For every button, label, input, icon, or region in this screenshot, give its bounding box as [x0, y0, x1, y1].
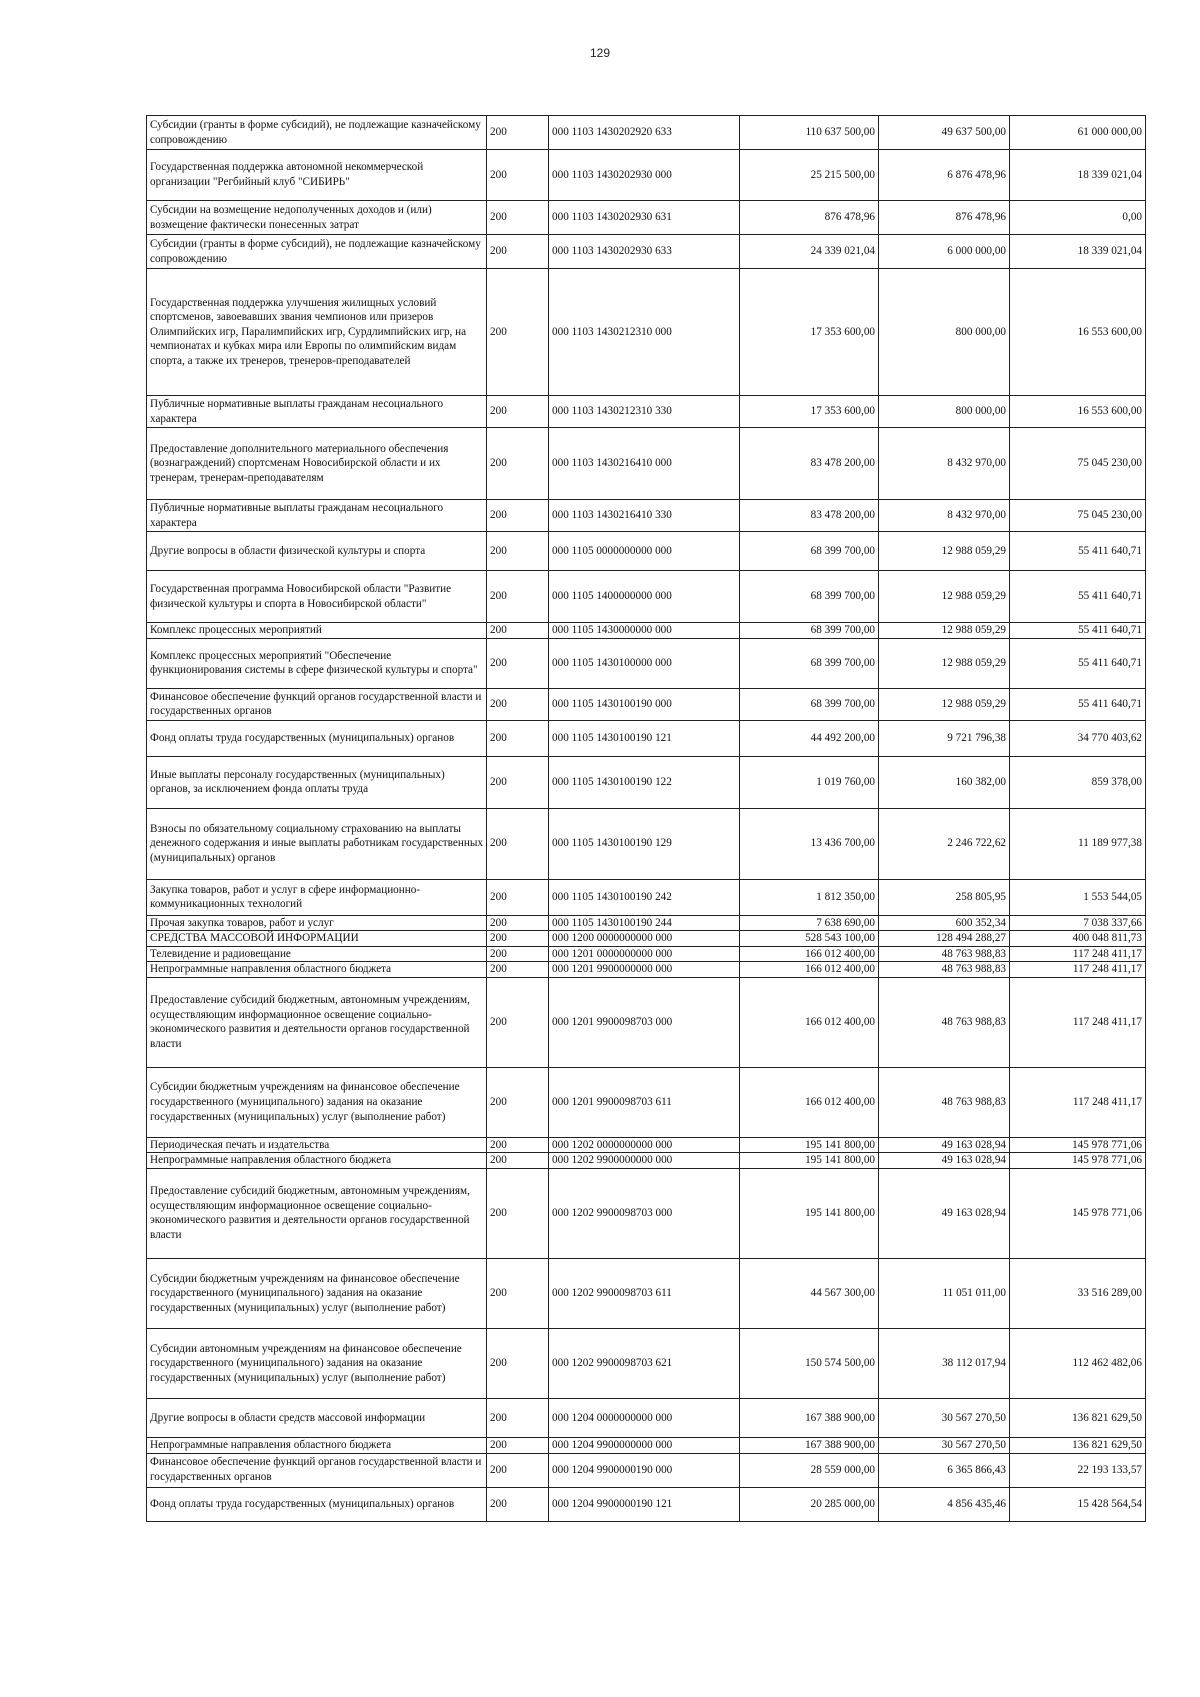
cell-executed-amount: 876 478,96: [879, 201, 1010, 235]
cell-classification-code: 000 1103 1430216410 330: [549, 500, 740, 532]
cell-admin-code: 200: [487, 638, 549, 688]
cell-admin-code: 200: [487, 235, 549, 269]
cell-executed-amount: 9 721 796,38: [879, 720, 1010, 756]
cell-executed-amount: 12 988 059,29: [879, 638, 1010, 688]
cell-remaining-amount: 34 770 403,62: [1010, 720, 1146, 756]
cell-classification-code: 000 1105 1430100190 000: [549, 688, 740, 720]
cell-remaining-amount: 117 248 411,17: [1010, 962, 1146, 978]
cell-plan-amount: 83 478 200,00: [740, 428, 879, 500]
cell-executed-amount: 8 432 970,00: [879, 428, 1010, 500]
cell-admin-code: 200: [487, 500, 549, 532]
cell-remaining-amount: 55 411 640,71: [1010, 638, 1146, 688]
table-row: [147, 396, 1146, 428]
table-row: [147, 500, 1146, 532]
cell-name: Публичные нормативные выплаты гражданам несоциального характера: [147, 396, 487, 428]
cell-plan-amount: 28 559 000,00: [740, 1453, 879, 1487]
cell-plan-amount: 17 353 600,00: [740, 269, 879, 396]
cell-admin-code: 200: [487, 150, 549, 201]
cell-plan-amount: 150 574 500,00: [740, 1328, 879, 1398]
cell-classification-code: 000 1105 1430100000 000: [549, 638, 740, 688]
table-row: [147, 915, 1146, 931]
cell-name: Предоставление дополнительного материального обеспечения (вознаграждений) спортсменам Новосибирской области и их тренерам, тренерам-преподавателям: [147, 428, 487, 500]
cell-executed-amount: 49 637 500,00: [879, 116, 1010, 150]
cell-remaining-amount: 7 038 337,66: [1010, 915, 1146, 931]
cell-plan-amount: 166 012 400,00: [740, 1067, 879, 1137]
cell-remaining-amount: 117 248 411,17: [1010, 977, 1146, 1067]
cell-classification-code: 000 1103 1430202930 631: [549, 201, 740, 235]
cell-plan-amount: 68 399 700,00: [740, 571, 879, 623]
table-row: [147, 571, 1146, 623]
cell-name: Финансовое обеспечение функций органов государственной власти и государственных органов: [147, 688, 487, 720]
cell-name: Закупка товаров, работ и услуг в сфере информационно-коммуникационных технологий: [147, 879, 487, 915]
cell-admin-code: 200: [487, 1487, 549, 1521]
cell-executed-amount: 48 763 988,83: [879, 946, 1010, 962]
cell-remaining-amount: 859 378,00: [1010, 756, 1146, 808]
cell-remaining-amount: 75 045 230,00: [1010, 500, 1146, 532]
cell-plan-amount: 166 012 400,00: [740, 962, 879, 978]
cell-name: Субсидии (гранты в форме субсидий), не подлежащие казначейскому сопровождению: [147, 116, 487, 150]
budget-execution-table: [146, 115, 1146, 1522]
cell-executed-amount: 30 567 270,50: [879, 1437, 1010, 1453]
cell-remaining-amount: 55 411 640,71: [1010, 623, 1146, 639]
cell-executed-amount: 48 763 988,83: [879, 962, 1010, 978]
cell-name: Публичные нормативные выплаты гражданам несоциального характера: [147, 500, 487, 532]
cell-admin-code: 200: [487, 1437, 549, 1453]
cell-name: Непрограммные направления областного бюджета: [147, 1437, 487, 1453]
cell-admin-code: 200: [487, 571, 549, 623]
cell-name: Иные выплаты персоналу государственных (муниципальных) органов, за исключением фонда оплаты труда: [147, 756, 487, 808]
cell-plan-amount: 17 353 600,00: [740, 396, 879, 428]
cell-admin-code: 200: [487, 396, 549, 428]
cell-executed-amount: 160 382,00: [879, 756, 1010, 808]
cell-remaining-amount: 117 248 411,17: [1010, 1067, 1146, 1137]
table-row: [147, 638, 1146, 688]
cell-plan-amount: 13 436 700,00: [740, 808, 879, 879]
cell-plan-amount: 7 638 690,00: [740, 915, 879, 931]
cell-executed-amount: 48 763 988,83: [879, 1067, 1010, 1137]
cell-admin-code: 200: [487, 720, 549, 756]
cell-name: Телевидение и радиовещание: [147, 946, 487, 962]
cell-remaining-amount: 61 000 000,00: [1010, 116, 1146, 150]
cell-admin-code: 200: [487, 1153, 549, 1169]
cell-executed-amount: 800 000,00: [879, 269, 1010, 396]
cell-plan-amount: 1 019 760,00: [740, 756, 879, 808]
cell-classification-code: 000 1105 0000000000 000: [549, 532, 740, 571]
table-row: [147, 1398, 1146, 1437]
table-row: [147, 532, 1146, 571]
cell-executed-amount: 12 988 059,29: [879, 571, 1010, 623]
cell-admin-code: 200: [487, 879, 549, 915]
cell-name: Комплекс процессных мероприятий: [147, 623, 487, 639]
cell-remaining-amount: 55 411 640,71: [1010, 532, 1146, 571]
cell-classification-code: 000 1201 9900000000 000: [549, 962, 740, 978]
cell-classification-code: 000 1105 1430100190 121: [549, 720, 740, 756]
cell-name: СРЕДСТВА МАССОВОЙ ИНФОРМАЦИИ: [147, 931, 487, 947]
cell-admin-code: 200: [487, 1328, 549, 1398]
cell-admin-code: 200: [487, 269, 549, 396]
cell-remaining-amount: 75 045 230,00: [1010, 428, 1146, 500]
table-row: [147, 1168, 1146, 1258]
cell-plan-amount: 195 141 800,00: [740, 1168, 879, 1258]
cell-classification-code: 000 1202 9900098703 000: [549, 1168, 740, 1258]
cell-classification-code: 000 1103 1430212310 000: [549, 269, 740, 396]
cell-admin-code: 200: [487, 116, 549, 150]
cell-name: Взносы по обязательному социальному страхованию на выплаты денежного содержания и иные выплаты работникам государственных (муниципальных) органов: [147, 808, 487, 879]
cell-classification-code: 000 1204 0000000000 000: [549, 1398, 740, 1437]
page-number: 129: [589, 46, 611, 60]
cell-classification-code: 000 1202 9900098703 611: [549, 1258, 740, 1328]
cell-name: Комплекс процессных мероприятий "Обеспечение функционирования системы в сфере физической культуры и спорта": [147, 638, 487, 688]
table-row: [147, 116, 1146, 150]
table-row: [147, 1487, 1146, 1521]
cell-plan-amount: 167 388 900,00: [740, 1398, 879, 1437]
cell-remaining-amount: 145 978 771,06: [1010, 1137, 1146, 1153]
cell-name: Субсидии (гранты в форме субсидий), не подлежащие казначейскому сопровождению: [147, 235, 487, 269]
table-row: [147, 977, 1146, 1067]
cell-remaining-amount: 22 193 133,57: [1010, 1453, 1146, 1487]
cell-remaining-amount: 55 411 640,71: [1010, 571, 1146, 623]
cell-remaining-amount: 117 248 411,17: [1010, 946, 1146, 962]
table-row: [147, 1328, 1146, 1398]
cell-remaining-amount: 33 516 289,00: [1010, 1258, 1146, 1328]
cell-executed-amount: 12 988 059,29: [879, 623, 1010, 639]
cell-classification-code: 000 1201 0000000000 000: [549, 946, 740, 962]
cell-remaining-amount: 112 462 482,06: [1010, 1328, 1146, 1398]
cell-name: Другие вопросы в области физической культуры и спорта: [147, 532, 487, 571]
cell-executed-amount: 38 112 017,94: [879, 1328, 1010, 1398]
cell-classification-code: 000 1202 9900000000 000: [549, 1153, 740, 1169]
cell-admin-code: 200: [487, 1258, 549, 1328]
table-row: [147, 1067, 1146, 1137]
cell-name: Государственная поддержка автономной некоммерческой организации "Регбийный клуб "СИБИРЬ": [147, 150, 487, 201]
cell-classification-code: 000 1103 1430202930 633: [549, 235, 740, 269]
cell-remaining-amount: 11 189 977,38: [1010, 808, 1146, 879]
cell-executed-amount: 600 352,34: [879, 915, 1010, 931]
cell-name: Финансовое обеспечение функций органов государственной власти и государственных органов: [147, 1453, 487, 1487]
cell-admin-code: 200: [487, 756, 549, 808]
cell-admin-code: 200: [487, 808, 549, 879]
cell-name: Предоставление субсидий бюджетным, автономным учреждениям, осуществляющим информационное освещение социально-экономического развития и деятельности органов государственной власти: [147, 977, 487, 1067]
cell-name: Фонд оплаты труда государственных (муниципальных) органов: [147, 720, 487, 756]
cell-classification-code: 000 1204 9900000000 000: [549, 1437, 740, 1453]
cell-admin-code: 200: [487, 977, 549, 1067]
cell-classification-code: 000 1201 9900098703 000: [549, 977, 740, 1067]
cell-executed-amount: 128 494 288,27: [879, 931, 1010, 947]
cell-executed-amount: 2 246 722,62: [879, 808, 1010, 879]
cell-remaining-amount: 145 978 771,06: [1010, 1168, 1146, 1258]
cell-name: Непрограммные направления областного бюджета: [147, 1153, 487, 1169]
cell-name: Прочая закупка товаров, работ и услуг: [147, 915, 487, 931]
cell-executed-amount: 6 000 000,00: [879, 235, 1010, 269]
table-row: [147, 1258, 1146, 1328]
cell-executed-amount: 49 163 028,94: [879, 1137, 1010, 1153]
table-body: [147, 116, 1146, 1522]
table-row: [147, 623, 1146, 639]
table-row: [147, 1137, 1146, 1153]
cell-plan-amount: 1 812 350,00: [740, 879, 879, 915]
cell-plan-amount: 167 388 900,00: [740, 1437, 879, 1453]
table-row: [147, 428, 1146, 500]
table-row: [147, 946, 1146, 962]
cell-admin-code: 200: [487, 532, 549, 571]
cell-executed-amount: 6 365 866,43: [879, 1453, 1010, 1487]
cell-classification-code: 000 1105 1430100190 244: [549, 915, 740, 931]
cell-admin-code: 200: [487, 946, 549, 962]
table-row: [147, 962, 1146, 978]
cell-plan-amount: 195 141 800,00: [740, 1153, 879, 1169]
cell-plan-amount: 528 543 100,00: [740, 931, 879, 947]
cell-classification-code: 000 1204 9900000190 121: [549, 1487, 740, 1521]
cell-executed-amount: 11 051 011,00: [879, 1258, 1010, 1328]
cell-classification-code: 000 1103 1430212310 330: [549, 396, 740, 428]
cell-remaining-amount: 0,00: [1010, 201, 1146, 235]
table-row: [147, 879, 1146, 915]
cell-executed-amount: 49 163 028,94: [879, 1153, 1010, 1169]
cell-name: Предоставление субсидий бюджетным, автономным учреждениям, осуществляющим информационное освещение социально-экономического развития и деятельности органов государственной власти: [147, 1168, 487, 1258]
cell-name: Фонд оплаты труда государственных (муниципальных) органов: [147, 1487, 487, 1521]
cell-remaining-amount: 18 339 021,04: [1010, 235, 1146, 269]
cell-admin-code: 200: [487, 962, 549, 978]
cell-plan-amount: 44 567 300,00: [740, 1258, 879, 1328]
cell-remaining-amount: 1 553 544,05: [1010, 879, 1146, 915]
cell-executed-amount: 4 856 435,46: [879, 1487, 1010, 1521]
cell-executed-amount: 30 567 270,50: [879, 1398, 1010, 1437]
cell-remaining-amount: 15 428 564,54: [1010, 1487, 1146, 1521]
cell-admin-code: 200: [487, 688, 549, 720]
table-row: [147, 235, 1146, 269]
cell-executed-amount: 8 432 970,00: [879, 500, 1010, 532]
table-row: [147, 1453, 1146, 1487]
cell-plan-amount: 166 012 400,00: [740, 977, 879, 1067]
cell-remaining-amount: 16 553 600,00: [1010, 269, 1146, 396]
cell-name: Субсидии на возмещение недополученных доходов и (или) возмещение фактически понесенных затрат: [147, 201, 487, 235]
cell-name: Периодическая печать и издательства: [147, 1137, 487, 1153]
cell-admin-code: 200: [487, 915, 549, 931]
cell-executed-amount: 48 763 988,83: [879, 977, 1010, 1067]
cell-admin-code: 200: [487, 931, 549, 947]
cell-admin-code: 200: [487, 1398, 549, 1437]
cell-admin-code: 200: [487, 428, 549, 500]
cell-name: Субсидии бюджетным учреждениям на финансовое обеспечение государственного (муниципального) задания на оказание государственных (муниципальных) услуг (выполнение работ): [147, 1067, 487, 1137]
cell-executed-amount: 12 988 059,29: [879, 688, 1010, 720]
cell-classification-code: 000 1202 0000000000 000: [549, 1137, 740, 1153]
cell-admin-code: 200: [487, 1137, 549, 1153]
cell-plan-amount: 24 339 021,04: [740, 235, 879, 269]
cell-classification-code: 000 1201 9900098703 611: [549, 1067, 740, 1137]
cell-classification-code: 000 1103 1430202920 633: [549, 116, 740, 150]
cell-classification-code: 000 1103 1430202930 000: [549, 150, 740, 201]
cell-name: Субсидии бюджетным учреждениям на финансовое обеспечение государственного (муниципального) задания на оказание государственных (муниципальных) услуг (выполнение работ): [147, 1258, 487, 1328]
cell-classification-code: 000 1105 1430100190 122: [549, 756, 740, 808]
cell-admin-code: 200: [487, 1453, 549, 1487]
table-row: [147, 1437, 1146, 1453]
cell-plan-amount: 876 478,96: [740, 201, 879, 235]
table-row: [147, 688, 1146, 720]
cell-executed-amount: 258 805,95: [879, 879, 1010, 915]
table-row: [147, 150, 1146, 201]
cell-plan-amount: 83 478 200,00: [740, 500, 879, 532]
cell-executed-amount: 800 000,00: [879, 396, 1010, 428]
table-row: [147, 756, 1146, 808]
cell-remaining-amount: 136 821 629,50: [1010, 1398, 1146, 1437]
cell-plan-amount: 68 399 700,00: [740, 623, 879, 639]
table-row: [147, 808, 1146, 879]
cell-remaining-amount: 18 339 021,04: [1010, 150, 1146, 201]
cell-plan-amount: 166 012 400,00: [740, 946, 879, 962]
cell-plan-amount: 195 141 800,00: [740, 1137, 879, 1153]
cell-name: Субсидии автономным учреждениям на финансовое обеспечение государственного (муниципального) задания на оказание государственных (муниципальных) услуг (выполнение работ): [147, 1328, 487, 1398]
cell-plan-amount: 68 399 700,00: [740, 688, 879, 720]
cell-plan-amount: 110 637 500,00: [740, 116, 879, 150]
cell-remaining-amount: 136 821 629,50: [1010, 1437, 1146, 1453]
cell-executed-amount: 6 876 478,96: [879, 150, 1010, 201]
cell-classification-code: 000 1105 1400000000 000: [549, 571, 740, 623]
cell-admin-code: 200: [487, 1168, 549, 1258]
cell-name: Непрограммные направления областного бюджета: [147, 962, 487, 978]
cell-name: Государственная поддержка улучшения жилищных условий спортсменов, завоевавших звания чемпионов или призеров Олимпийских игр, Паралимпийских игр, Сурдлимпийских игр, на чемпионатах и кубках мира или Европы по олимпийским видам спорта, а также их тренеров, тренеров-преподавателей: [147, 269, 487, 396]
cell-name: Другие вопросы в области средств массовой информации: [147, 1398, 487, 1437]
cell-classification-code: 000 1202 9900098703 621: [549, 1328, 740, 1398]
cell-remaining-amount: 145 978 771,06: [1010, 1153, 1146, 1169]
table-row: [147, 201, 1146, 235]
table-row: [147, 1153, 1146, 1169]
cell-name: Государственная программа Новосибирской области "Развитие физической культуры и спорта в Новосибирской области": [147, 571, 487, 623]
table-row: [147, 931, 1146, 947]
cell-remaining-amount: 400 048 811,73: [1010, 931, 1146, 947]
cell-plan-amount: 25 215 500,00: [740, 150, 879, 201]
cell-admin-code: 200: [487, 623, 549, 639]
cell-admin-code: 200: [487, 1067, 549, 1137]
cell-classification-code: 000 1105 1430000000 000: [549, 623, 740, 639]
cell-plan-amount: 20 285 000,00: [740, 1487, 879, 1521]
cell-remaining-amount: 16 553 600,00: [1010, 396, 1146, 428]
cell-classification-code: 000 1105 1430100190 129: [549, 808, 740, 879]
table-row: [147, 720, 1146, 756]
cell-classification-code: 000 1105 1430100190 242: [549, 879, 740, 915]
cell-classification-code: 000 1204 9900000190 000: [549, 1453, 740, 1487]
table-row: [147, 269, 1146, 396]
cell-plan-amount: 68 399 700,00: [740, 532, 879, 571]
cell-executed-amount: 12 988 059,29: [879, 532, 1010, 571]
cell-remaining-amount: 55 411 640,71: [1010, 688, 1146, 720]
cell-plan-amount: 68 399 700,00: [740, 638, 879, 688]
cell-classification-code: 000 1200 0000000000 000: [549, 931, 740, 947]
cell-plan-amount: 44 492 200,00: [740, 720, 879, 756]
cell-classification-code: 000 1103 1430216410 000: [549, 428, 740, 500]
cell-admin-code: 200: [487, 201, 549, 235]
cell-executed-amount: 49 163 028,94: [879, 1168, 1010, 1258]
